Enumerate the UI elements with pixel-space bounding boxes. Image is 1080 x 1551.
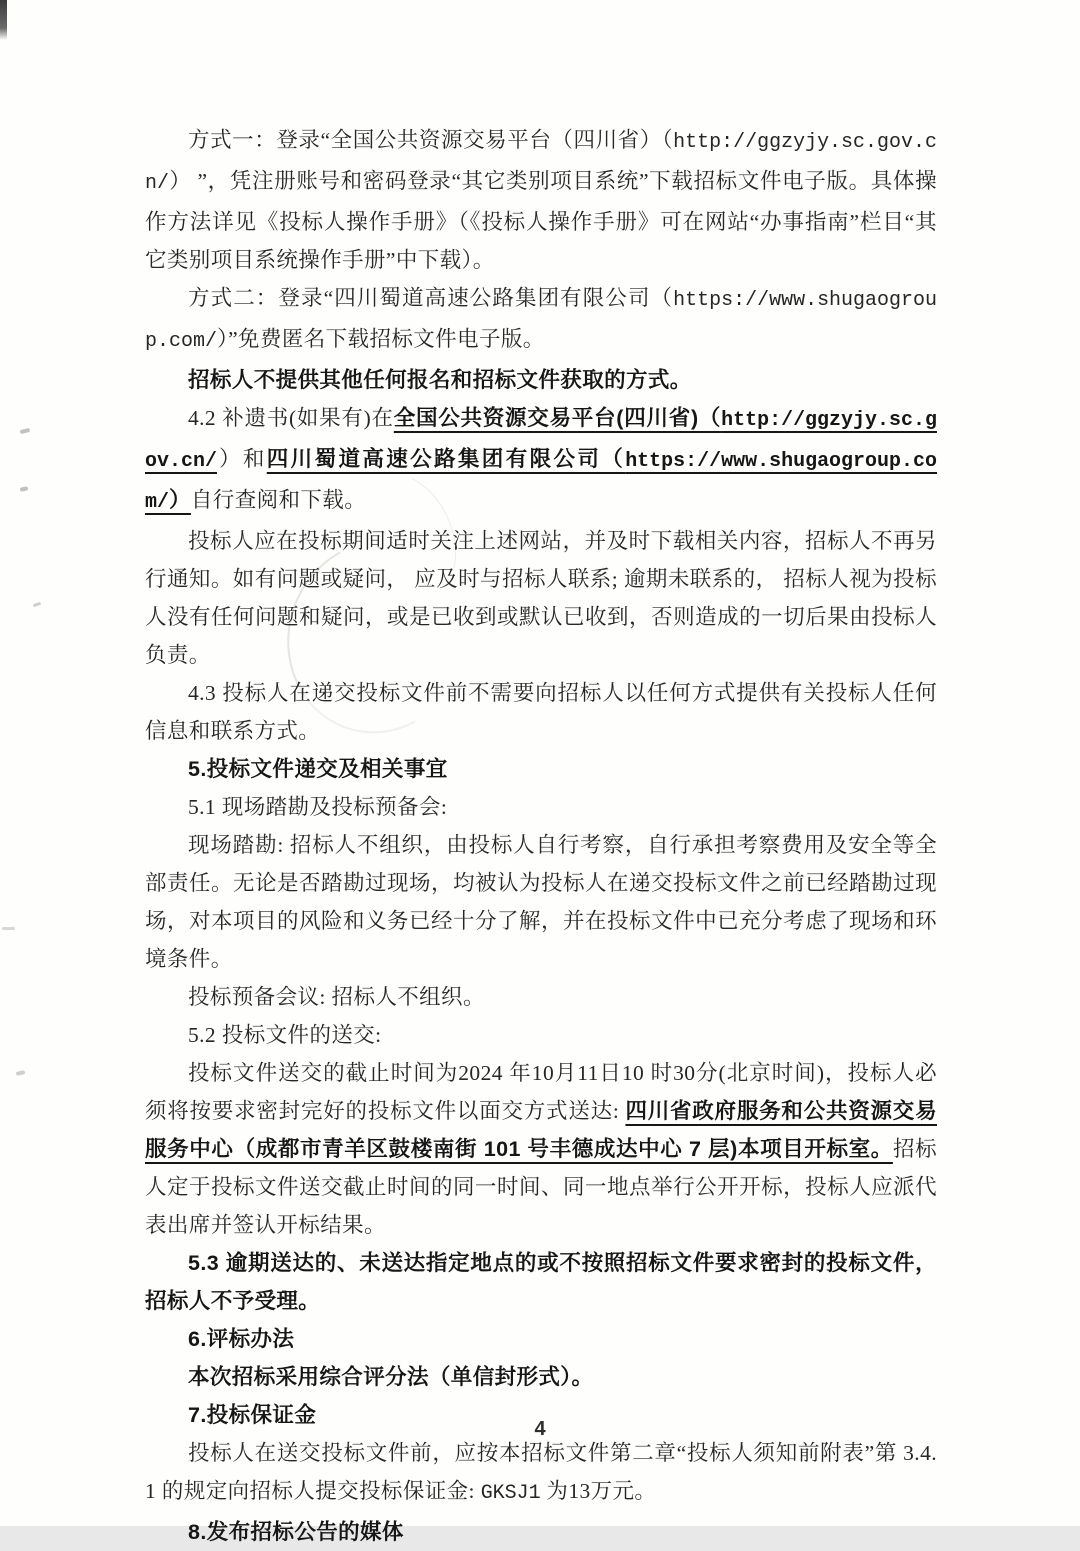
- text-segment: 5.2 投标文件的送交:: [188, 1023, 382, 1047]
- text-segment: 为13万元。: [540, 1479, 657, 1503]
- text-segment: 6.评标办法: [188, 1327, 295, 1351]
- text-segment: 5.3 逾期送达的、未送达指定地点的或不按照招标文件要求密封的投标文件，招标人不予受理。: [145, 1251, 937, 1313]
- heading-8-media: [145, 1513, 937, 1551]
- page-number: 4: [534, 1418, 546, 1440]
- para-watch-website: [145, 522, 937, 674]
- emphasized-text: http://ggzyjy.sc.gov.cn/: [145, 409, 937, 473]
- heading-6-evaluation: [145, 1320, 937, 1358]
- para-evaluation-method: [145, 1358, 937, 1396]
- text-segment: 方式二：登录“四川蜀道高速公路集团有限公司（: [188, 286, 674, 310]
- text-segment: 投标人在送交投标文件前，应按本招标文件第二章“投标人须知前附表”第 3.4.1 的规定向招标人提交投标保证金:: [145, 1441, 937, 1503]
- para-5-2-delivery-heading: [145, 1016, 937, 1054]
- para-bid-security: [145, 1434, 937, 1513]
- text-segment: 4.3 投标人在递交投标文件前不需要向招标人以任何方式提供有关投标人任何信息和联系方式。: [145, 681, 937, 743]
- text-segment: 招标人定于投标文件送交截止时间的同一时间、同一地点举行公开开标，投标人应派代表出席并签认开标结果。: [145, 1137, 937, 1237]
- text-segment: ）”免费匿名下载招标文件电子版。: [216, 327, 545, 351]
- para-no-other-way: [145, 361, 937, 399]
- emphasized-text: 四川蜀道高速公路集团有限公司（: [266, 447, 626, 471]
- page-footer: [0, 1418, 1080, 1441]
- text-segment: 7.投标保证金: [188, 1403, 317, 1427]
- scan-speck: [16, 1070, 26, 1076]
- text-segment: 4.2 补遗书(如果有)在: [188, 406, 394, 430]
- para-4-3-no-contact: [145, 674, 937, 750]
- text-segment: ） ”，凭注册账号和密码登录“其它类别项目系统”下载招标文件电子版。具体操作方法详见《投标人操作手册》（《投标人操作手册》可在网站“办事指南”栏目“其它类别项目系统操作手册”中下载）。: [145, 169, 937, 272]
- scan-speck: [20, 428, 31, 434]
- text-segment: 5.1 现场踏勘及投标预备会:: [188, 795, 448, 819]
- heading-5-submission: [145, 750, 937, 788]
- text-segment: 招标人不提供其他任何报名和招标文件获取的方式。: [188, 368, 692, 392]
- para-method-1: [145, 121, 937, 279]
- text-segment: http://ggzyjy.sc.gov.cn/: [145, 131, 937, 195]
- para-5-1-survey-heading: [145, 788, 937, 826]
- text-segment: ）和: [216, 447, 267, 471]
- scan-artifact-corner: [0, 0, 7, 40]
- scan-speck: [20, 486, 29, 491]
- scan-speck: [33, 602, 42, 607]
- para-site-survey: [145, 826, 937, 978]
- text-segment: 5.投标文件递交及相关事宜: [188, 757, 448, 781]
- para-pre-bid-meeting: [145, 978, 937, 1016]
- text-segment: GKSJ1: [480, 1482, 541, 1505]
- emphasized-text: ）: [169, 488, 191, 512]
- text-segment: 8.发布招标公告的媒体: [188, 1520, 404, 1544]
- text-segment: 投标预备会议: 招标人不组织。: [188, 985, 485, 1009]
- para-4-2-addendum: [145, 399, 937, 522]
- text-segment: 投标文件送交的截止时间为2024 年10月11日10 时30分(北京时间)，投标人必须将按要求密封完好的投标文件以面交方式送达:: [145, 1061, 937, 1123]
- para-5-3-late-delivery: [145, 1244, 937, 1320]
- emphasized-text: https://www.shugaogroup.com/: [145, 450, 937, 514]
- text-segment: 方式一：登录“全国公共资源交易平台（四川省）（: [188, 128, 674, 152]
- emphasized-text: 四川省政府服务和公共资源交易服务中心（成都市青羊区鼓楼南街 101 号丰德成达中心 7 层)本项目开标室。: [145, 1099, 937, 1161]
- text-segment: 现场踏勘: 招标人不组织，由投标人自行考察，自行承担考察费用及安全等全部责任。无论是否踏勘过现场，均被认为投标人在递交投标文件之前已经踏勘过现场，对本项目的风险和义务已经十分了解，并在投标文件中已充分考虑了现场和环境条件。: [145, 833, 937, 971]
- para-method-2: [145, 279, 937, 361]
- text-segment: https://www.shugaogroup.com/: [145, 289, 937, 353]
- text-segment: 本次招标采用综合评分法（单信封形式）。: [188, 1365, 594, 1389]
- document-body: [145, 121, 937, 1551]
- text-segment: 自行查阅和下载。: [190, 488, 367, 512]
- para-submission-deadline: [145, 1054, 937, 1244]
- emphasized-text: 全国公共资源交易平台(四川省)（: [393, 406, 722, 430]
- text-segment: 投标人应在投标期间适时关注上述网站，并及时下载相关内容，招标人不再另行通知。如有问题或疑问， 应及时与招标人联系; 逾期未联系的， 招标人视为投标人没有任何问题和疑问，或是已收到或默认已收到，否则造成的一切后果由投标人负责。: [145, 529, 937, 667]
- scan-speck: [2, 927, 15, 930]
